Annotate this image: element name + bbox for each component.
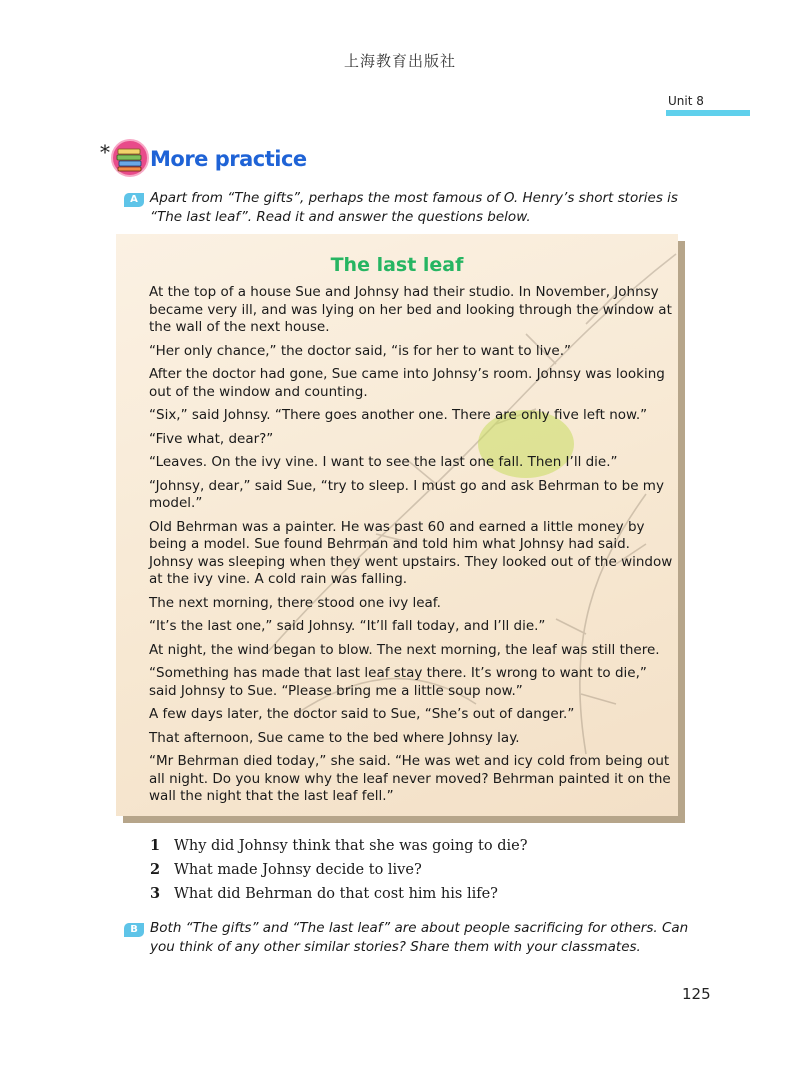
publisher-header: 上海教育出版社 xyxy=(343,52,456,70)
exercise-a-instruction: Apart from “The gifts”, perhaps the most famous of O. Henry’s short stories is “The last leaf”. Read it and answer the questions below. xyxy=(150,190,678,225)
story-paragraph: After the doctor had gone, Sue came into Johnsy’s room. Johnsy was looking out of the window and counting. xyxy=(149,366,665,400)
question-item xyxy=(150,834,710,858)
story-paragraph: “Something has made that last leaf stay there. It’s wrong to want to die,” said Johnsy to Sue. “Please bring me a little soup now.” xyxy=(149,665,647,699)
section-title: More practice xyxy=(150,147,307,171)
question-number: 2 xyxy=(150,861,161,878)
question-text: What did Behrman do that cost him his life? xyxy=(174,886,498,902)
question-number: 3 xyxy=(150,885,161,902)
question-item xyxy=(150,858,710,882)
unit-bar xyxy=(666,110,750,116)
page-number: 125 xyxy=(682,985,711,1003)
story-paragraph: “Her only chance,” the doctor said, “is for her to want to live.” xyxy=(149,342,571,359)
story-paragraph: “Mr Behrman died today,” she said. “He was wet and icy cold from being out all night. Do you know why the leaf never moved? Behrman painted it on the wall the night that the last leaf fell.” xyxy=(149,753,671,804)
story-paragraph: The next morning, there stood one ivy leaf. xyxy=(149,594,441,611)
story-paragraph: That afternoon, Sue came to the bed where Johnsy lay. xyxy=(149,729,520,746)
story-paragraph: “Johnsy, dear,” said Sue, “try to sleep. I must go and ask Behrman to be my model.” xyxy=(149,477,664,511)
story-paragraph: “Leaves. On the ivy vine. I want to see the last one fall. Then I’ll die.” xyxy=(149,454,618,470)
story-paragraph: “Five what, dear?” xyxy=(149,430,274,447)
question-item xyxy=(150,882,710,906)
story-title: The last leaf xyxy=(330,254,464,276)
optional-asterisk: * xyxy=(100,140,110,164)
story-box xyxy=(116,234,678,816)
story-paragraph: At night, the wind began to blow. The next morning, the leaf was still there. xyxy=(149,641,660,658)
story-text xyxy=(149,284,674,812)
question-number: 1 xyxy=(150,837,161,854)
story-paragraph: A few days later, the doctor said to Sue, “She’s out of danger.” xyxy=(149,706,575,722)
story-paragraph: “Six,” said Johnsy. “There goes another one. There are only five left now.” xyxy=(149,407,648,423)
story-paragraph: “It’s the last one,” said Johnsy. “It’ll fall today, and I’ll die.” xyxy=(149,618,546,634)
books-stack-icon xyxy=(110,138,150,178)
exercise-b-instruction: Both “The gifts” and “The last leaf” are about people sacrificing for others. Can you think of any other similar stories? Share them with your classmates. xyxy=(150,920,689,955)
exercise-b-badge: B xyxy=(124,923,144,937)
question-text: Why did Johnsy think that she was going to die? xyxy=(174,838,528,854)
question-list xyxy=(150,834,710,906)
unit-label: Unit 8 xyxy=(668,94,704,108)
story-paragraph: Old Behrman was a painter. He was past 60 and earned a little money by being a model. Sue found Behrman and told him what Johnsy had said. Johnsy was sleeping when they went upstairs. They looked out of the window at the ivy vine. A cold rain was falling. xyxy=(149,518,673,587)
question-text: What made Johnsy decide to live? xyxy=(174,862,422,878)
exercise-a-badge: A xyxy=(124,193,144,207)
story-paragraph: At the top of a house Sue and Johnsy had their studio. In November, Johnsy became very ill, and was lying on her bed and looking through the window at the wall of the next house. xyxy=(149,284,672,335)
